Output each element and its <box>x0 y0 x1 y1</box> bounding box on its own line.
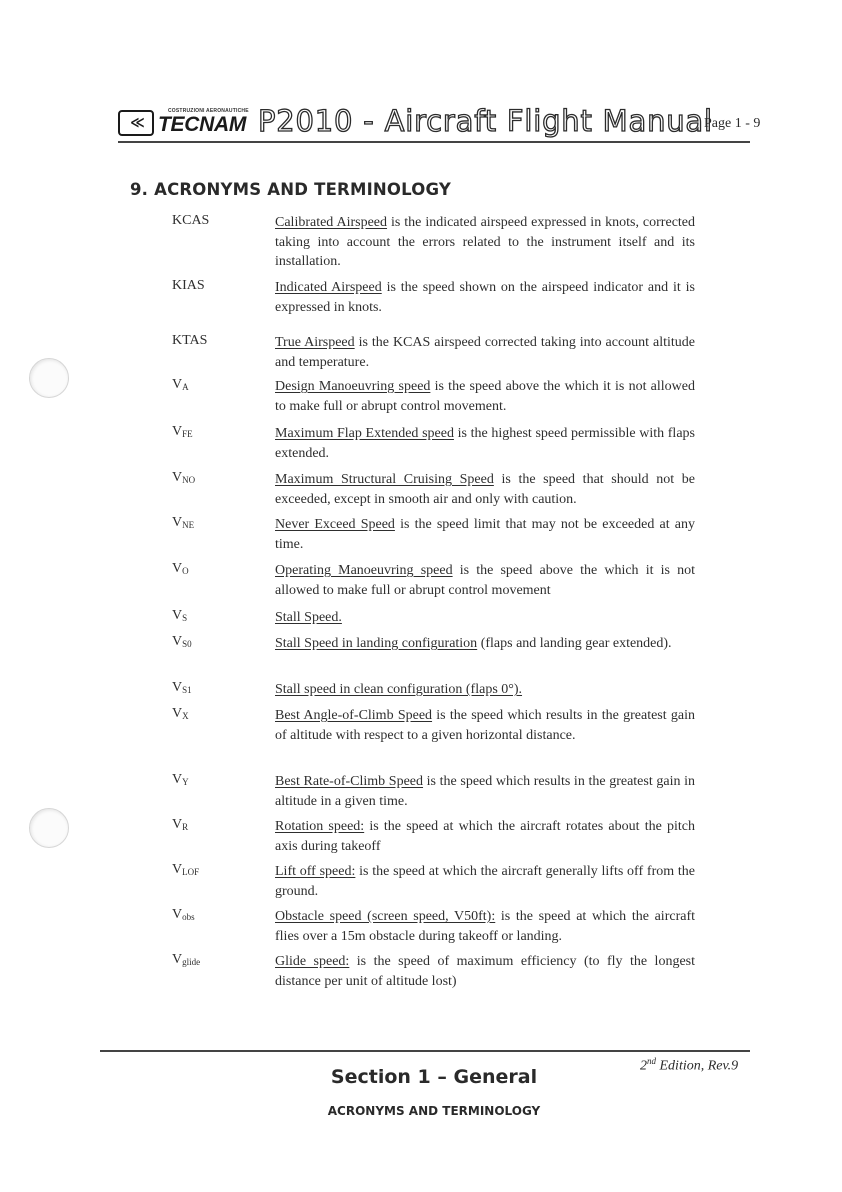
term: $V_{NO}$ <box>172 470 196 485</box>
definition: Glide speed: is the speed of maximum efficiency (to fly the longest distance per unit of altitude lost) <box>275 954 695 989</box>
term: $V_A$ <box>172 377 189 392</box>
definition: Maximum Structural Cruising Speed is the speed that should not be exceeded, except in smooth air and only with caution. <box>275 472 695 507</box>
definition: Lift off speed: is the speed at which the aircraft generally lifts off from the ground. <box>275 864 695 899</box>
header-divider <box>118 141 750 143</box>
term: $V_{NE}$ <box>172 515 195 530</box>
definition: Design Manoeuvring speed is the speed above the which it is not allowed to make full or abrupt control movement. <box>275 379 695 414</box>
definition: Stall Speed in landing configuration (flaps and landing gear extended). <box>275 636 672 651</box>
term: $V_R$ <box>172 817 189 832</box>
logo-mark-icon: ≪ <box>118 110 154 136</box>
footer-section-subtitle: ACRONYMS AND TERMINOLOGY <box>327 1104 541 1118</box>
definition: Operating Manoeuvring speed is the speed above the which it is not allowed to make full or abrupt control movement <box>275 563 695 598</box>
tecnam-logo <box>118 108 249 136</box>
definition: Calibrated Airspeed is the indicated airspeed expressed in knots, corrected taking into account the errors related to the instrument itself and its installation. <box>275 215 696 269</box>
definition: Stall speed in clean configuration (flaps 0°). <box>275 682 523 697</box>
term: $V_X$ <box>172 706 189 721</box>
page-number: Page 1 - 9 <box>704 116 761 131</box>
definition: Rotation speed: is the speed at which the aircraft rotates about the pitch axis during takeoff <box>275 819 695 854</box>
term: $V_S$ <box>172 608 188 623</box>
logo-small-text: COSTRUZIONI AERONAUTICHE <box>168 108 249 114</box>
term: KTAS <box>172 333 208 348</box>
term: $V_{S0}$ <box>172 634 192 649</box>
footer-divider <box>100 1050 750 1052</box>
definition: Maximum Flap Extended speed is the highest speed permissible with flaps extended. <box>275 426 695 461</box>
term: $V_{obs}$ <box>172 907 195 922</box>
logo-name: TECNAM <box>158 113 247 136</box>
term: $V_{LOF}$ <box>172 862 200 877</box>
term: KIAS <box>172 278 205 293</box>
term: $V_{FE}$ <box>172 424 193 439</box>
manual-title: P2010 - Aircraft Flight Manual <box>258 104 713 138</box>
punch-hole-top <box>29 358 69 398</box>
definition: Stall Speed. <box>275 610 342 625</box>
footer-section-name: Section 1 – General <box>330 1066 538 1088</box>
term: $V_O$ <box>172 561 189 576</box>
term: $V_{S1}$ <box>172 680 192 695</box>
definition: Never Exceed Speed is the speed limit that may not be exceeded at any time. <box>275 517 695 552</box>
punch-hole-bottom <box>29 808 69 848</box>
definition: Best Angle-of-Climb Speed is the speed which results in the greatest gain of altitude with respect to a given horizontal distance. <box>275 708 695 743</box>
term: KCAS <box>172 213 210 228</box>
definition: Indicated Airspeed is the speed shown on the airspeed indicator and it is expressed in knots. <box>275 280 695 315</box>
term: $V_{glide}$ <box>172 952 201 967</box>
definition: Best Rate-of-Climb Speed is the speed which results in the greatest gain in altitude in a given time. <box>275 774 695 809</box>
edition-label: 2nd Edition, Rev.9 <box>640 1056 739 1074</box>
term: $V_Y$ <box>172 772 189 787</box>
section-title: 9. ACRONYMS AND TERMINOLOGY <box>130 180 452 199</box>
definition: True Airspeed is the KCAS airspeed corrected taking into account altitude and temperature. <box>275 335 695 370</box>
definition: Obstacle speed (screen speed, V50ft): is the speed at which the aircraft flies over a 15m obstacle during takeoff or landing. <box>275 909 695 944</box>
